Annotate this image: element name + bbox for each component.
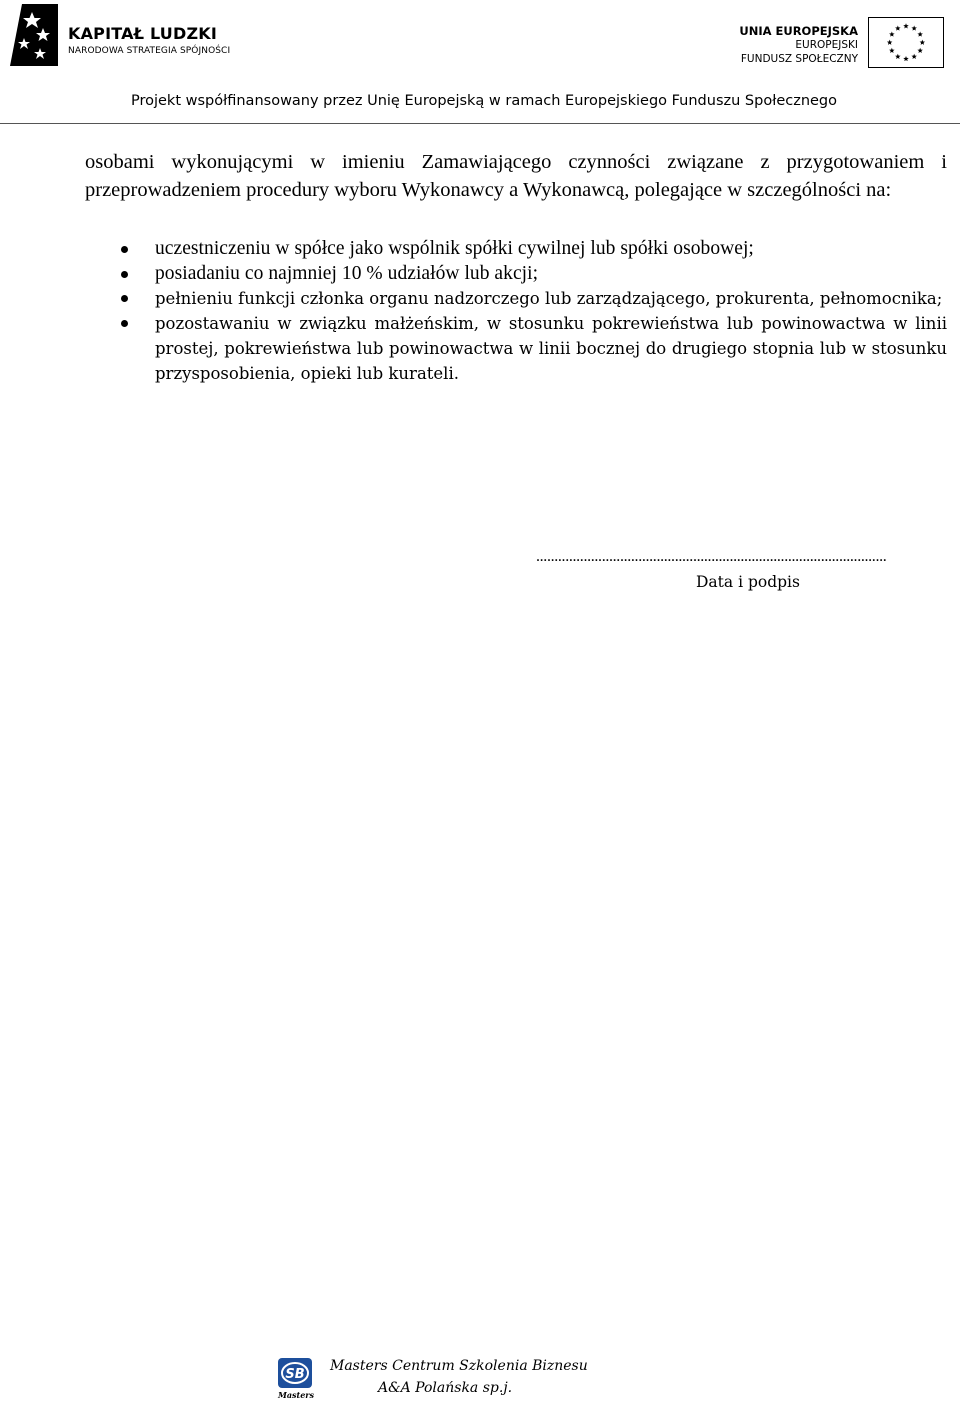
- kapital-ludzki-subtitle: NARODOWA STRATEGIA SPÓJNOŚCI: [68, 46, 231, 56]
- eu-union-label: UNIA EUROPEJSKA: [739, 24, 858, 38]
- eu-star-icon: [889, 31, 894, 36]
- eu-star-icon: [903, 56, 908, 61]
- eu-logo: [734, 16, 944, 72]
- kapital-ludzki-logo: [10, 4, 231, 68]
- masters-logo-icon: [276, 1358, 316, 1400]
- eu-star-icon: [911, 25, 916, 30]
- eu-fund-label-1: EUROPEJSKI: [795, 39, 858, 51]
- bullet-icon: [121, 246, 128, 253]
- eu-star-icon: [889, 48, 894, 53]
- list-item: [85, 311, 947, 386]
- signature-line: ................................................................................................: [536, 548, 887, 565]
- bullet-icon: [121, 271, 128, 278]
- footer-company-name: Masters Centrum Szkolenia Biznesu: [330, 1358, 588, 1374]
- eu-star-icon: [917, 31, 922, 36]
- list-item-text: posiadaniu co najmniej 10 % udziałów lub akcji;: [155, 263, 539, 284]
- list-item-text: pełnieniu funkcji członka organu nadzorczego lub zarządzającego, prokurenta, pełnomocnika;: [155, 289, 943, 308]
- project-cofinancing-line: Projekt współfinansowany przez Unię Europejską w ramach Europejskiego Funduszu Społecznego: [130, 93, 838, 109]
- list-item-text: uczestniczeniu w spółce jako wspólnik spółki cywilnej lub spółki osobowej;: [155, 238, 754, 259]
- kapital-ludzki-title: KAPITAŁ LUDZKI: [68, 24, 218, 43]
- list-item: [85, 261, 947, 286]
- eu-fund-label-2: FUNDUSZ SPOŁECZNY: [740, 53, 858, 65]
- eu-star-icon: [917, 48, 922, 53]
- eu-logo-text: [739, 24, 858, 66]
- kapital-ludzki-emblem-icon: [10, 4, 58, 66]
- list-item: [85, 236, 947, 261]
- eu-star-icon: [895, 25, 900, 30]
- eu-star-icon: [911, 54, 916, 59]
- masters-logo-text: SB: [285, 1367, 305, 1382]
- eu-star-icon: [903, 23, 908, 28]
- eu-star-icon: [887, 40, 892, 45]
- conditions-list: [85, 236, 947, 386]
- bullet-icon: [121, 295, 128, 302]
- eu-flag-icon: [868, 17, 944, 68]
- list-item: [85, 286, 947, 311]
- masters-logo-caption: Masters: [277, 1390, 315, 1400]
- list-item-text: pozostawaniu w związku małżeńskim, w stosunku pokrewieństwa lub powinowactwa w linii prostej, pokrewieństwa lub powinowactwa w linii bocznej do drugiego stopnia lub w stosunku przysposobienia, opieki lub kurateli.: [155, 314, 947, 383]
- header-divider: [0, 123, 960, 124]
- intro-paragraph: osobami wykonującymi w imieniu Zamawiającego czynności związane z przygotowaniem i przeprowadzeniem procedury wyboru Wykonawcy a Wykonawcą, polegające w szczególności na:: [85, 151, 947, 201]
- footer-company-form: A&A Polańska sp.j.: [378, 1380, 513, 1396]
- eu-star-icon: [895, 54, 900, 59]
- eu-star-icon: [920, 40, 925, 45]
- bullet-icon: [121, 320, 128, 327]
- signature-label: Data i podpis: [696, 573, 800, 591]
